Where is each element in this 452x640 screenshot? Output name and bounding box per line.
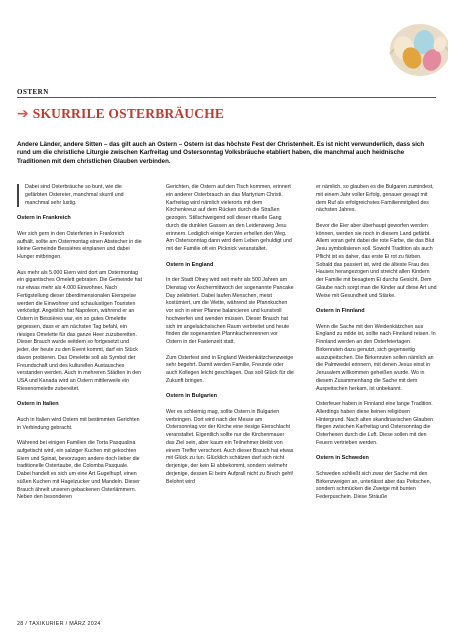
paragraph: In der Stadt Olney wird seit mehr als 500 Jahren am Dienstag vor Aschermittwoch der sogenannte Pancake Day zelebriert. Dabei laufen Menschen, meist kostümiert, um die Wette, während sie Pfannkuchen vor sich in einer Pfanne balancieren und kunstvoll hochwerfen und wenden müssen. Dieser Brauch hat sich im angelsächsischen Raum verbreitet und heute finden die sogenannten Pfannkuchenrennen vor Ostern in der Fastenzeit statt. — [166, 277, 294, 345]
article-title-row — [17, 106, 224, 122]
paragraph: Schweden schließt sich zwar der Sache mit den Birkenzweigen an, unterlässt aber das Peitschen, sondern schmücken die Zweige mit bunten Federpuschein. Diese Sträuße — [316, 470, 431, 500]
section-label: OSTERN — [17, 88, 49, 96]
paragraph: Zum Osterfest sind in England Weidenkätzchenzweige sehr begehrt. Damit werden Familie, Freunde oder auch Kollegen leicht geschlagen. Das soll Glück für die Zukunft bringen. — [166, 354, 294, 384]
paragraph: Osterfeuer haben in Finnland eine lange Tradition. Allerdings haben diese keinen religiösen Hintergrund. Nach alten skandinavischen Glauben fliegen zwischen Karfreitag und Ostersonntag die Osterhexen durch die Luft. Diese sollen mit den Feuern vertrieben werden. — [316, 401, 434, 446]
heading-england: Ostern in England — [166, 261, 214, 268]
article-intro: Andere Länder, andere Sitten – das gilt auch an Ostern – Ostern ist das höchste Fest der Christenheit. Es ist nicht verwunderlich, dass sich rund um die christliche Liturgie zwischen Karfreitag und Ostersonntag Volksbräuche etabliert haben, die manchmal auch heidnische Traditionen mit dem christlichen Glauben verbinden. — [17, 141, 425, 165]
arrow-right-icon: ➔ — [17, 106, 29, 122]
paragraph: Bevor die Eier aber überhaupt geworfen werden können, werden sie noch in diesem Land gefärbt. Allem voran geht dabei die rote Farbe, die das Blut Jesu symbolisieren soll. Sowohl Tradition als auch Pflicht ist es daher, das erste Ei rot zu färben. Sobald das passiert ist, wird die älteste Frau des Hauses herangezogen und streicht allen Kindern der Familie mit besagtem Ei durchs Gesicht. Dem Glaube nach sorgt man die Kinder auf diese Art und Weise mit Gesundheit und Stärke. — [316, 222, 437, 299]
paragraph: Wer sich gern in den Osterferien in Frankreich aufhält, sollte am Ostermontag einen Abstecher in die kleine Gemeinde Bessières einplanen und dabei Hunger mitbringen. — [17, 230, 142, 260]
paragraph: Auch in Italien wird Ostern mit bestimmten Gerichten in Verbindung gebracht. — [17, 416, 140, 431]
article-title: SKURRILE OSTERBRÄUCHE — [32, 106, 225, 121]
easter-eggs-illustration — [360, 10, 448, 80]
paragraph: er nämlich, so glauben es die Bulgaren zumindest, mit einem Jahr voller Erfolg, genauer gesagt mit dem Ruf als erfolgreichstes Familienmitglied des nächsten Jahres. — [316, 184, 434, 214]
heading-bulgarien: Ostern in Bulgarien — [166, 393, 218, 400]
paragraph: Wenn die Sache mit den Weidenkätzchen aus England zu milde ist, sollte nach Finnland reisen. In Finnland werden an den Osterfeiertagen Birkenruten dazu genutzt, sich gegenseitig auszupeitschen. Die Birkenruten sollen nämlich an die Palmwedel erinnern, mit denen Jesus einst in Jerusalem willkommen geheißen wurde. Wo in diesem Zusammenhang die Sache mit dem Auspeitschen herkam, ist unbekannt. — [316, 323, 436, 392]
heading-finnland: Ostern in Finnland — [316, 308, 365, 314]
heading-italien: Ostern in Italien — [17, 401, 59, 408]
column-2 — [166, 184, 294, 494]
heading-frankreich: Ostern in Frankreich — [17, 215, 71, 222]
section-divider — [17, 97, 436, 98]
page-footer: 28 / TAXIKURIER / MÄRZ 2024 — [17, 621, 101, 627]
paragraph: Gerichten, die Ostern auf den Tisch kommen, erinnert ein anderer Osterbrauch an das Martyrium Christi. Karfreitag wird nämlich vielerorts mit dem Kirchenkreuz auf dem Rücken durch die Straßen gezogen. Stillschweigend soll dieser rituelle Gang durch die dunklen Gassen an den Leidensweg Jesu erinnern. Lediglich einige Kerzen erhellen den Weg. Am Ostersonntag dann wird dem Leben gehuldigt und mit der Familie oft ein Picknick veranstaltet. — [166, 184, 292, 252]
paragraph: Wer es schleimig mag, sollte Ostern in Bulgarien verbringen. Dort wird nach der Messe am Ostersonntag vor der Kirche eine riesige Eierschlacht veranstaltet. Eigentlich sollte nur die Kirchenmauer das Ziel sein, aber kaum ein Teilnehmer bleibt von einem Treffer verschont. Auch dieser Brauch hat etwas mit Glück zu tun. Glücklich schätzen darf sich nicht derjenige, der kein Ei abbekommt, sondern vielmehr derjenige, dessen Ei beim Aufprall nicht zu Bruch geht! Belohnt wird — [166, 408, 294, 485]
heading-schweden: Ostern in Schweden — [316, 455, 369, 462]
paragraph: Aus mehr als 5.000 Eiern wird dort am Ostermontag ein gigantisches Omelett gebraten. Die Gemeinde hat nur etwas mehr als 4.000 Einwohner. Nach Fertigstellung dieser überdimensionalen Eierspeise werden die Einwohner und schaulustigen Touristen verköstigt. Angeblich hat Napoleon, während er an Ostern in Bessières war, ein so gutes Omelette gegessen, dass er am nächsten Tag befahl, ein riesiges Omelette für das ganze Heer zuzubereiten. Dieser Brauch wurde seitdem so fortgesetzt und jeder, der heute zu den Event kommt, darf ein Stück davon probieren. Das Omelette soll als Symbol der Freundschaft und des kulturellen Austausches verstanden werden. Auch in mehreren Städten in den USA und Kanada wird an Ostern mittlerweile ein Riesenomelette zubereitet. — [17, 269, 142, 392]
column-3 — [316, 184, 437, 510]
paragraph: Während bei einigen Familien die Torta Pasqualina aufgetischt wird, ein salziger Kuchen mit gekochten Eiern und Spinat, bevorzugen andere doch lieber die traditionelle Ostertaube, die Colomba Pasquale. Dabei handelt es sich um eine Art Gugelhupf, einen süßen Kuchen mit Hagelzucker und Mandeln. Dieser Brauch ähnelt unseren gebackenen Osterlämmern. Neben den besonderen — [17, 440, 140, 501]
column-1 — [17, 184, 142, 510]
pull-quote: Dabei sind Osterbräuche so bunt, wie die gefärbten Ostereier, manchmal skurril und manchmal sehr lustig. — [17, 184, 142, 207]
